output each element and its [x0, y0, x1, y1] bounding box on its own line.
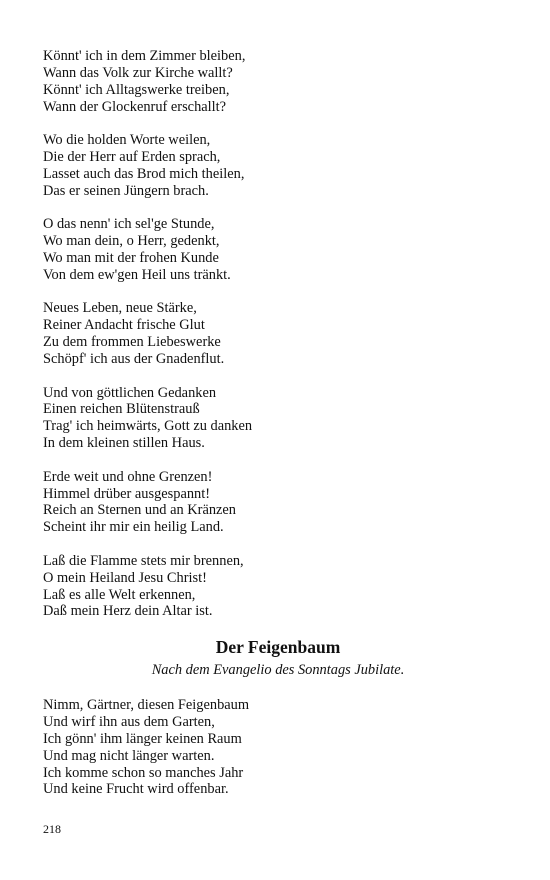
- page-number: 218: [43, 822, 61, 836]
- verse-line: Und keine Frucht wird offenbar.: [43, 781, 229, 798]
- verse-line: Ich komme schon so manches Jahr: [43, 764, 244, 781]
- verse-line: Schöpf' ich aus der Gnadenflut.: [43, 351, 225, 368]
- verse-line: O das nenn' ich sel'ge Stunde,: [43, 216, 215, 233]
- stanza-3: [43, 216, 483, 284]
- verse-line: Wann der Glockenruf erschallt?: [43, 98, 227, 115]
- verse-line: Zu dem frommen Liebeswerke: [43, 334, 221, 351]
- poem-subtitle: Nach dem Evangelio des Sonntags Jubilate.: [151, 661, 405, 678]
- verse-line: Und von göttlichen Gedanken: [43, 384, 217, 401]
- verse-line: Einen reichen Blütenstrauß: [43, 401, 200, 418]
- verse-line: Neues Leben, neue Stärke,: [43, 300, 197, 317]
- verse-line: In dem kleinen stillen Haus.: [43, 435, 205, 452]
- verse-line: Wo man mit der frohen Kunde: [43, 250, 219, 267]
- poem2-stanza-1: [43, 697, 483, 798]
- verse-line: Laß die Flamme stets mir brennen,: [43, 552, 244, 569]
- stanza-4: [43, 300, 483, 368]
- verse-line: Himmel drüber ausgespannt!: [43, 485, 211, 502]
- poem-title: Der Feigenbaum: [215, 636, 341, 657]
- verse-line: Daß mein Herz dein Altar ist.: [43, 603, 213, 620]
- stanza-7: [43, 553, 483, 621]
- verse-line: Trag' ich heimwärts, Gott zu danken: [43, 418, 253, 435]
- verse-line: Lasset auch das Brod mich theilen,: [43, 165, 245, 182]
- verse-line: Ich gönn' ihm länger keinen Raum: [43, 730, 242, 747]
- verse-line: Könnt' ich Alltagswerke treiben,: [43, 81, 230, 98]
- verse-line: Wo die holden Worte weilen,: [43, 132, 211, 149]
- verse-line: Nimm, Gärtner, diesen Feigenbaum: [43, 696, 250, 713]
- verse-line: Könnt' ich in dem Zimmer bleiben,: [43, 48, 246, 64]
- verse-line: Das er seinen Jüngern brach.: [43, 182, 209, 199]
- verse-line: Von dem ew'gen Heil uns tränkt.: [43, 266, 231, 283]
- verse-line: Scheint ihr mir ein heilig Land.: [43, 519, 224, 536]
- verse-line: Erde weit und ohne Grenzen!: [43, 468, 213, 485]
- stanza-1: [43, 48, 483, 116]
- verse-line: Wann das Volk zur Kirche wallt?: [43, 64, 233, 81]
- verse-line: Und wirf ihn aus dem Garten,: [43, 713, 215, 730]
- verse-line: Reiner Andacht frische Glut: [43, 317, 205, 334]
- verse-line: Reich an Sternen und an Kränzen: [43, 502, 237, 519]
- verse-line: O mein Heiland Jesu Christ!: [43, 569, 207, 586]
- stanza-5: [43, 385, 483, 453]
- verse-line: Und mag nicht länger warten.: [43, 747, 215, 764]
- verse-line: Wo man dein, o Herr, gedenkt,: [43, 233, 220, 250]
- page-content: [43, 48, 483, 815]
- stanza-2: [43, 132, 483, 200]
- stanza-6: [43, 469, 483, 537]
- verse-line: Die der Herr auf Erden sprach,: [43, 149, 221, 166]
- verse-line: Laß es alle Welt erkennen,: [43, 586, 196, 603]
